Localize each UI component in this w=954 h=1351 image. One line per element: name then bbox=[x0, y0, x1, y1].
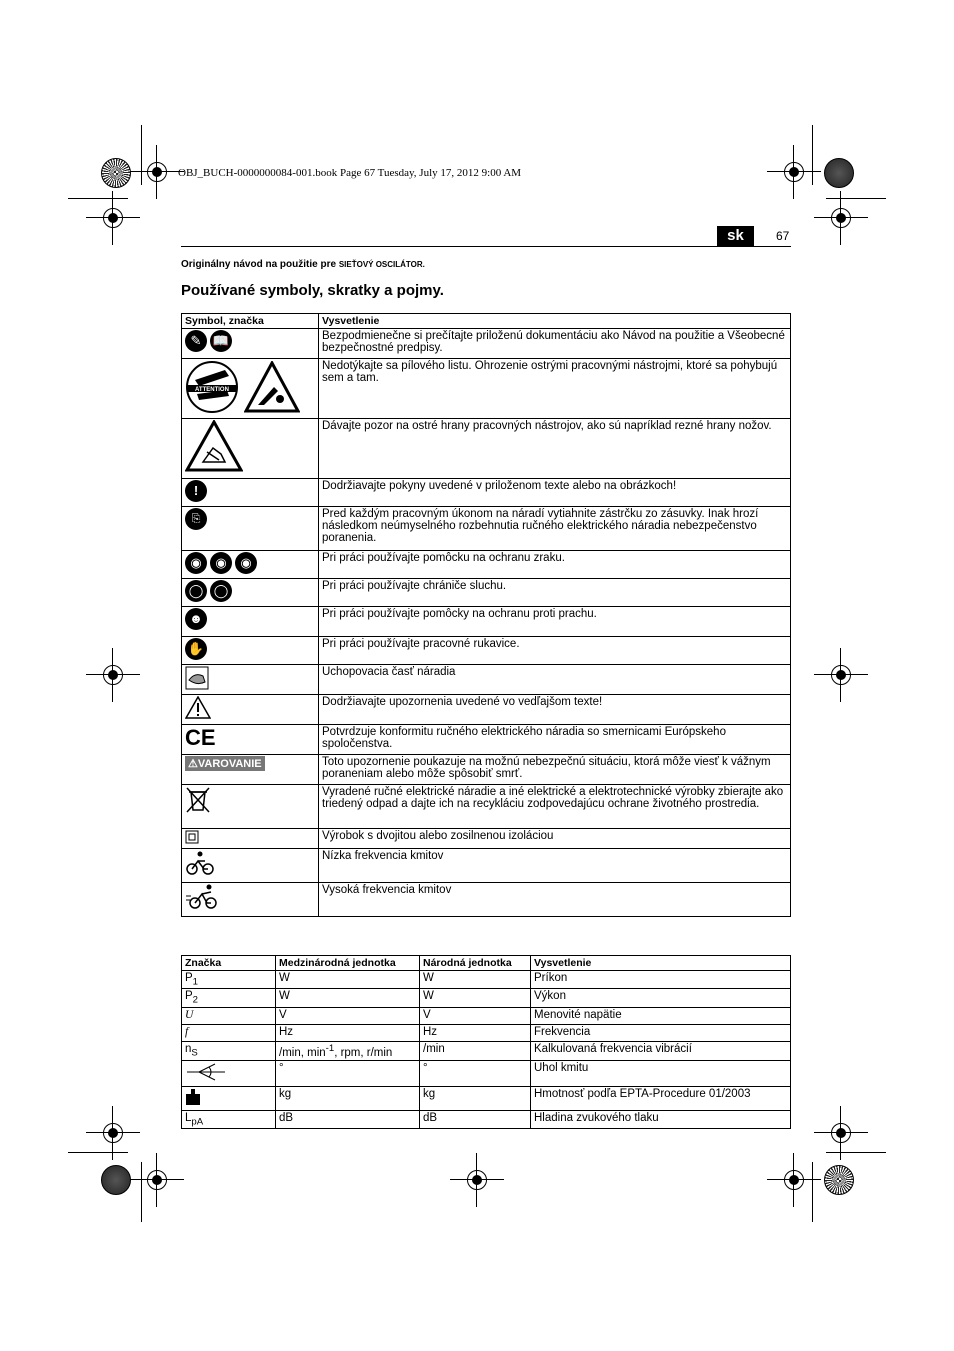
table-header-row bbox=[182, 314, 791, 329]
table-cell: V bbox=[420, 1007, 531, 1024]
registration-mark-icon bbox=[144, 1167, 170, 1193]
table-cell: dB bbox=[420, 1110, 531, 1128]
symbol-subscript: 2 bbox=[192, 994, 198, 1006]
ce-mark-icon: CE bbox=[185, 725, 216, 750]
language-badge: sk bbox=[717, 226, 754, 246]
table-row bbox=[182, 971, 791, 989]
column-header: Symbol, značka bbox=[182, 314, 319, 329]
registration-mark-icon bbox=[781, 1167, 807, 1193]
dust-mask-icon: ☻ bbox=[185, 608, 207, 630]
gloves-icon: ✋ bbox=[185, 638, 207, 660]
table-row bbox=[182, 1060, 791, 1086]
page-title: Používané symboly, skratky a pojmy. bbox=[181, 282, 444, 299]
table-cell: Pri práci používajte pracovné rukavice. bbox=[319, 637, 791, 665]
table-row bbox=[182, 1110, 791, 1128]
table-cell: Výrobok s dvojitou alebo zosilnenou izoláciou bbox=[319, 829, 791, 849]
units-table bbox=[181, 955, 791, 1129]
eye-protection-icon: ◉ bbox=[185, 552, 207, 574]
registration-mark-icon bbox=[144, 159, 170, 185]
grip-surface-icon bbox=[185, 666, 209, 690]
crop-line bbox=[826, 198, 886, 199]
crop-line bbox=[826, 1152, 886, 1153]
registration-mark-icon bbox=[100, 205, 126, 231]
color-calibration-mark bbox=[824, 158, 854, 188]
color-calibration-mark bbox=[101, 158, 131, 188]
fast-cyclist-icon bbox=[185, 884, 219, 910]
read-manual-icon: 📖 bbox=[210, 330, 232, 352]
symbol-text: n bbox=[185, 1042, 192, 1055]
double-insulation-icon bbox=[185, 830, 199, 844]
document-subtitle bbox=[181, 259, 425, 270]
table-cell: Uhol kmitu bbox=[531, 1060, 791, 1086]
mandatory-icon: ! bbox=[185, 480, 207, 502]
table-cell: ° bbox=[420, 1060, 531, 1086]
table-cell: Potvrdzuje konformitu ručného elektrického náradia so smernicami Európskeho spoločenstva. bbox=[319, 725, 791, 755]
warning-triangle-icon bbox=[185, 696, 211, 719]
column-header: Značka bbox=[182, 956, 276, 971]
registration-mark-icon bbox=[100, 1120, 126, 1146]
table-row bbox=[182, 479, 791, 507]
table-row bbox=[182, 1041, 791, 1060]
table-cell: Vysoká frekvencia kmitov bbox=[319, 883, 791, 917]
registration-mark-icon bbox=[828, 662, 854, 688]
symbol-text: P bbox=[185, 972, 193, 984]
registration-mark-icon bbox=[464, 1167, 490, 1193]
table-cell: Vyradené ručné elektrické náradie a iné elektrické a elektrotechnické výrobky zbierajte ako triedený odpad a dajte ich na recykláciu zodpovedajúcu ochrane životného prostredia. bbox=[319, 785, 791, 829]
table-row bbox=[182, 695, 791, 725]
table-cell: Hz bbox=[276, 1024, 420, 1041]
symbol-subscript: pA bbox=[191, 1115, 204, 1127]
symbols-table bbox=[181, 313, 791, 917]
table-cell: Bezpodmienečne si prečítajte priloženú dokumentáciu ako Návod na použitie a Všeobecné bezpečnostné predpisy. bbox=[319, 329, 791, 359]
table-cell: Dávajte pozor na ostré hrany pracovných nástrojov, ako sú napríklad rezné hrany nožov. bbox=[319, 419, 791, 479]
table-row bbox=[182, 755, 791, 785]
unit-text-tail: , rpm, r/min bbox=[334, 1046, 393, 1059]
color-calibration-mark bbox=[824, 1165, 854, 1195]
table-cell: kg bbox=[420, 1086, 531, 1110]
registration-mark-icon bbox=[828, 1120, 854, 1146]
unit-text: /min, min bbox=[279, 1046, 326, 1059]
book-info-line: OBJ_BUCH-0000000084-001.book Page 67 Tuesday, July 17, 2012 9:00 AM bbox=[178, 167, 522, 179]
table-cell: Pred každým pracovným úkonom na náradí vytiahnite zástrčku zo zásuvky. Inak hrozí následkom neúmyselného rozbehnutia ručného elektrického náradia nebezpečenstvo poranenia. bbox=[319, 507, 791, 551]
table-cell: Toto upozornenie poukazuje na možnú nebezpečnú situáciu, ktorá môže viesť k vážnym poraneniam alebo môže spôsobiť smrť. bbox=[319, 755, 791, 785]
table-row bbox=[182, 419, 791, 479]
table-row bbox=[182, 329, 791, 359]
table-row bbox=[182, 829, 791, 849]
sharp-edge-warning-icon bbox=[185, 420, 243, 472]
table-cell: Uchopovacia časť náradia bbox=[319, 665, 791, 695]
unplug-icon: ⎘ bbox=[185, 508, 207, 530]
table-row bbox=[182, 1024, 791, 1041]
table-row bbox=[182, 579, 791, 607]
table-row bbox=[182, 551, 791, 579]
column-header: Národná jednotka bbox=[420, 956, 531, 971]
table-cell: /min bbox=[420, 1041, 531, 1060]
table-row bbox=[182, 1007, 791, 1024]
table-cell: W bbox=[276, 971, 420, 989]
color-calibration-mark bbox=[101, 1165, 131, 1195]
table-row bbox=[182, 883, 791, 917]
table-cell: Pri práci používajte pomôcku na ochranu zraku. bbox=[319, 551, 791, 579]
symbol-text: L bbox=[185, 1111, 192, 1124]
weee-bin-icon bbox=[185, 786, 211, 814]
table-cell: Menovité napätie bbox=[531, 1007, 791, 1024]
table-cell: dB bbox=[276, 1110, 420, 1128]
read-manual-icon: ✎ bbox=[185, 330, 207, 352]
attention-text: ATTENTION bbox=[195, 387, 229, 393]
table-cell: Nízka frekvencia kmitov bbox=[319, 849, 791, 883]
unit-superscript: -1 bbox=[325, 1042, 335, 1054]
slow-cyclist-icon bbox=[185, 850, 215, 876]
table-cell: Pri práci používajte chrániče sluchu. bbox=[319, 579, 791, 607]
subtitle-product: SIEŤOVÝ OSCILÁTOR. bbox=[338, 260, 425, 269]
weight-icon bbox=[185, 1088, 201, 1106]
ear-protection-icon: ◯ bbox=[185, 580, 207, 602]
table-cell: Pri práci používajte pomôcky na ochranu proti prachu. bbox=[319, 607, 791, 637]
symbol-text: U bbox=[185, 1008, 194, 1021]
symbol-subscript: 1 bbox=[192, 976, 198, 988]
oscillation-angle-icon bbox=[185, 1062, 227, 1082]
header-rule bbox=[181, 246, 791, 247]
eye-protection-icon: ◉ bbox=[210, 552, 232, 574]
table-cell: W bbox=[276, 989, 420, 1007]
table-row bbox=[182, 507, 791, 551]
table-cell: W bbox=[420, 971, 531, 989]
column-header: Medzinárodná jednotka bbox=[276, 956, 420, 971]
ear-protection-icon: ◯ bbox=[210, 580, 232, 602]
registration-mark-icon bbox=[781, 159, 807, 185]
table-cell: Hladina zvukového tlaku bbox=[531, 1110, 791, 1128]
attention-blade-icon bbox=[185, 360, 241, 414]
table-row bbox=[182, 849, 791, 883]
registration-mark-icon bbox=[828, 205, 854, 231]
table-row bbox=[182, 725, 791, 755]
crop-line bbox=[812, 125, 813, 185]
table-row bbox=[182, 1086, 791, 1110]
table-cell: Frekvencia bbox=[531, 1024, 791, 1041]
crop-line bbox=[141, 1162, 142, 1222]
table-cell: ° bbox=[276, 1060, 420, 1086]
table-row bbox=[182, 785, 791, 829]
column-header: Vysvetlenie bbox=[319, 314, 791, 329]
table-row bbox=[182, 637, 791, 665]
table-cell: Hz bbox=[420, 1024, 531, 1041]
column-header: Vysvetlenie bbox=[531, 956, 791, 971]
table-row bbox=[182, 665, 791, 695]
subtitle-text: Originálny návod na použitie pre bbox=[181, 259, 337, 270]
crop-line bbox=[68, 1152, 128, 1153]
table-row bbox=[182, 607, 791, 637]
table-cell: Dodržiavajte pokyny uvedené v priloženom texte alebo na obrázkoch! bbox=[319, 479, 791, 507]
table-cell: W bbox=[420, 989, 531, 1007]
table-row bbox=[182, 359, 791, 419]
crop-line bbox=[812, 1162, 813, 1222]
table-cell: Hmotnosť podľa EPTA-Procedure 01/2003 bbox=[531, 1086, 791, 1110]
crop-line bbox=[141, 125, 142, 185]
registration-mark-icon bbox=[100, 662, 126, 688]
table-cell: Výkon bbox=[531, 989, 791, 1007]
varovanie-text: VAROVANIE bbox=[197, 758, 262, 770]
eye-protection-icon: ◉ bbox=[235, 552, 257, 574]
varovanie-label: ⚠VAROVANIE bbox=[185, 756, 265, 771]
symbol-text: P bbox=[185, 990, 193, 1003]
table-header-row bbox=[182, 956, 791, 971]
table-cell: Nedotýkajte sa pílového listu. Ohrozenie ostrými pracovnými nástrojmi, ktoré sa pohybujú sem a tam. bbox=[319, 359, 791, 419]
table-cell: Kalkulovaná frekvencia vibrácií bbox=[531, 1041, 791, 1060]
table-row bbox=[182, 989, 791, 1007]
table-cell: V bbox=[276, 1007, 420, 1024]
sharp-edge-warning-icon bbox=[244, 361, 300, 413]
symbol-subscript: S bbox=[191, 1046, 198, 1058]
table-cell: Príkon bbox=[531, 971, 791, 989]
symbol-text: f bbox=[185, 1025, 189, 1038]
page-number: 67 bbox=[776, 229, 790, 243]
table-cell: Dodržiavajte upozornenia uvedené vo vedľajšom texte! bbox=[319, 695, 791, 725]
crop-line bbox=[68, 198, 128, 199]
table-cell: kg bbox=[276, 1086, 420, 1110]
